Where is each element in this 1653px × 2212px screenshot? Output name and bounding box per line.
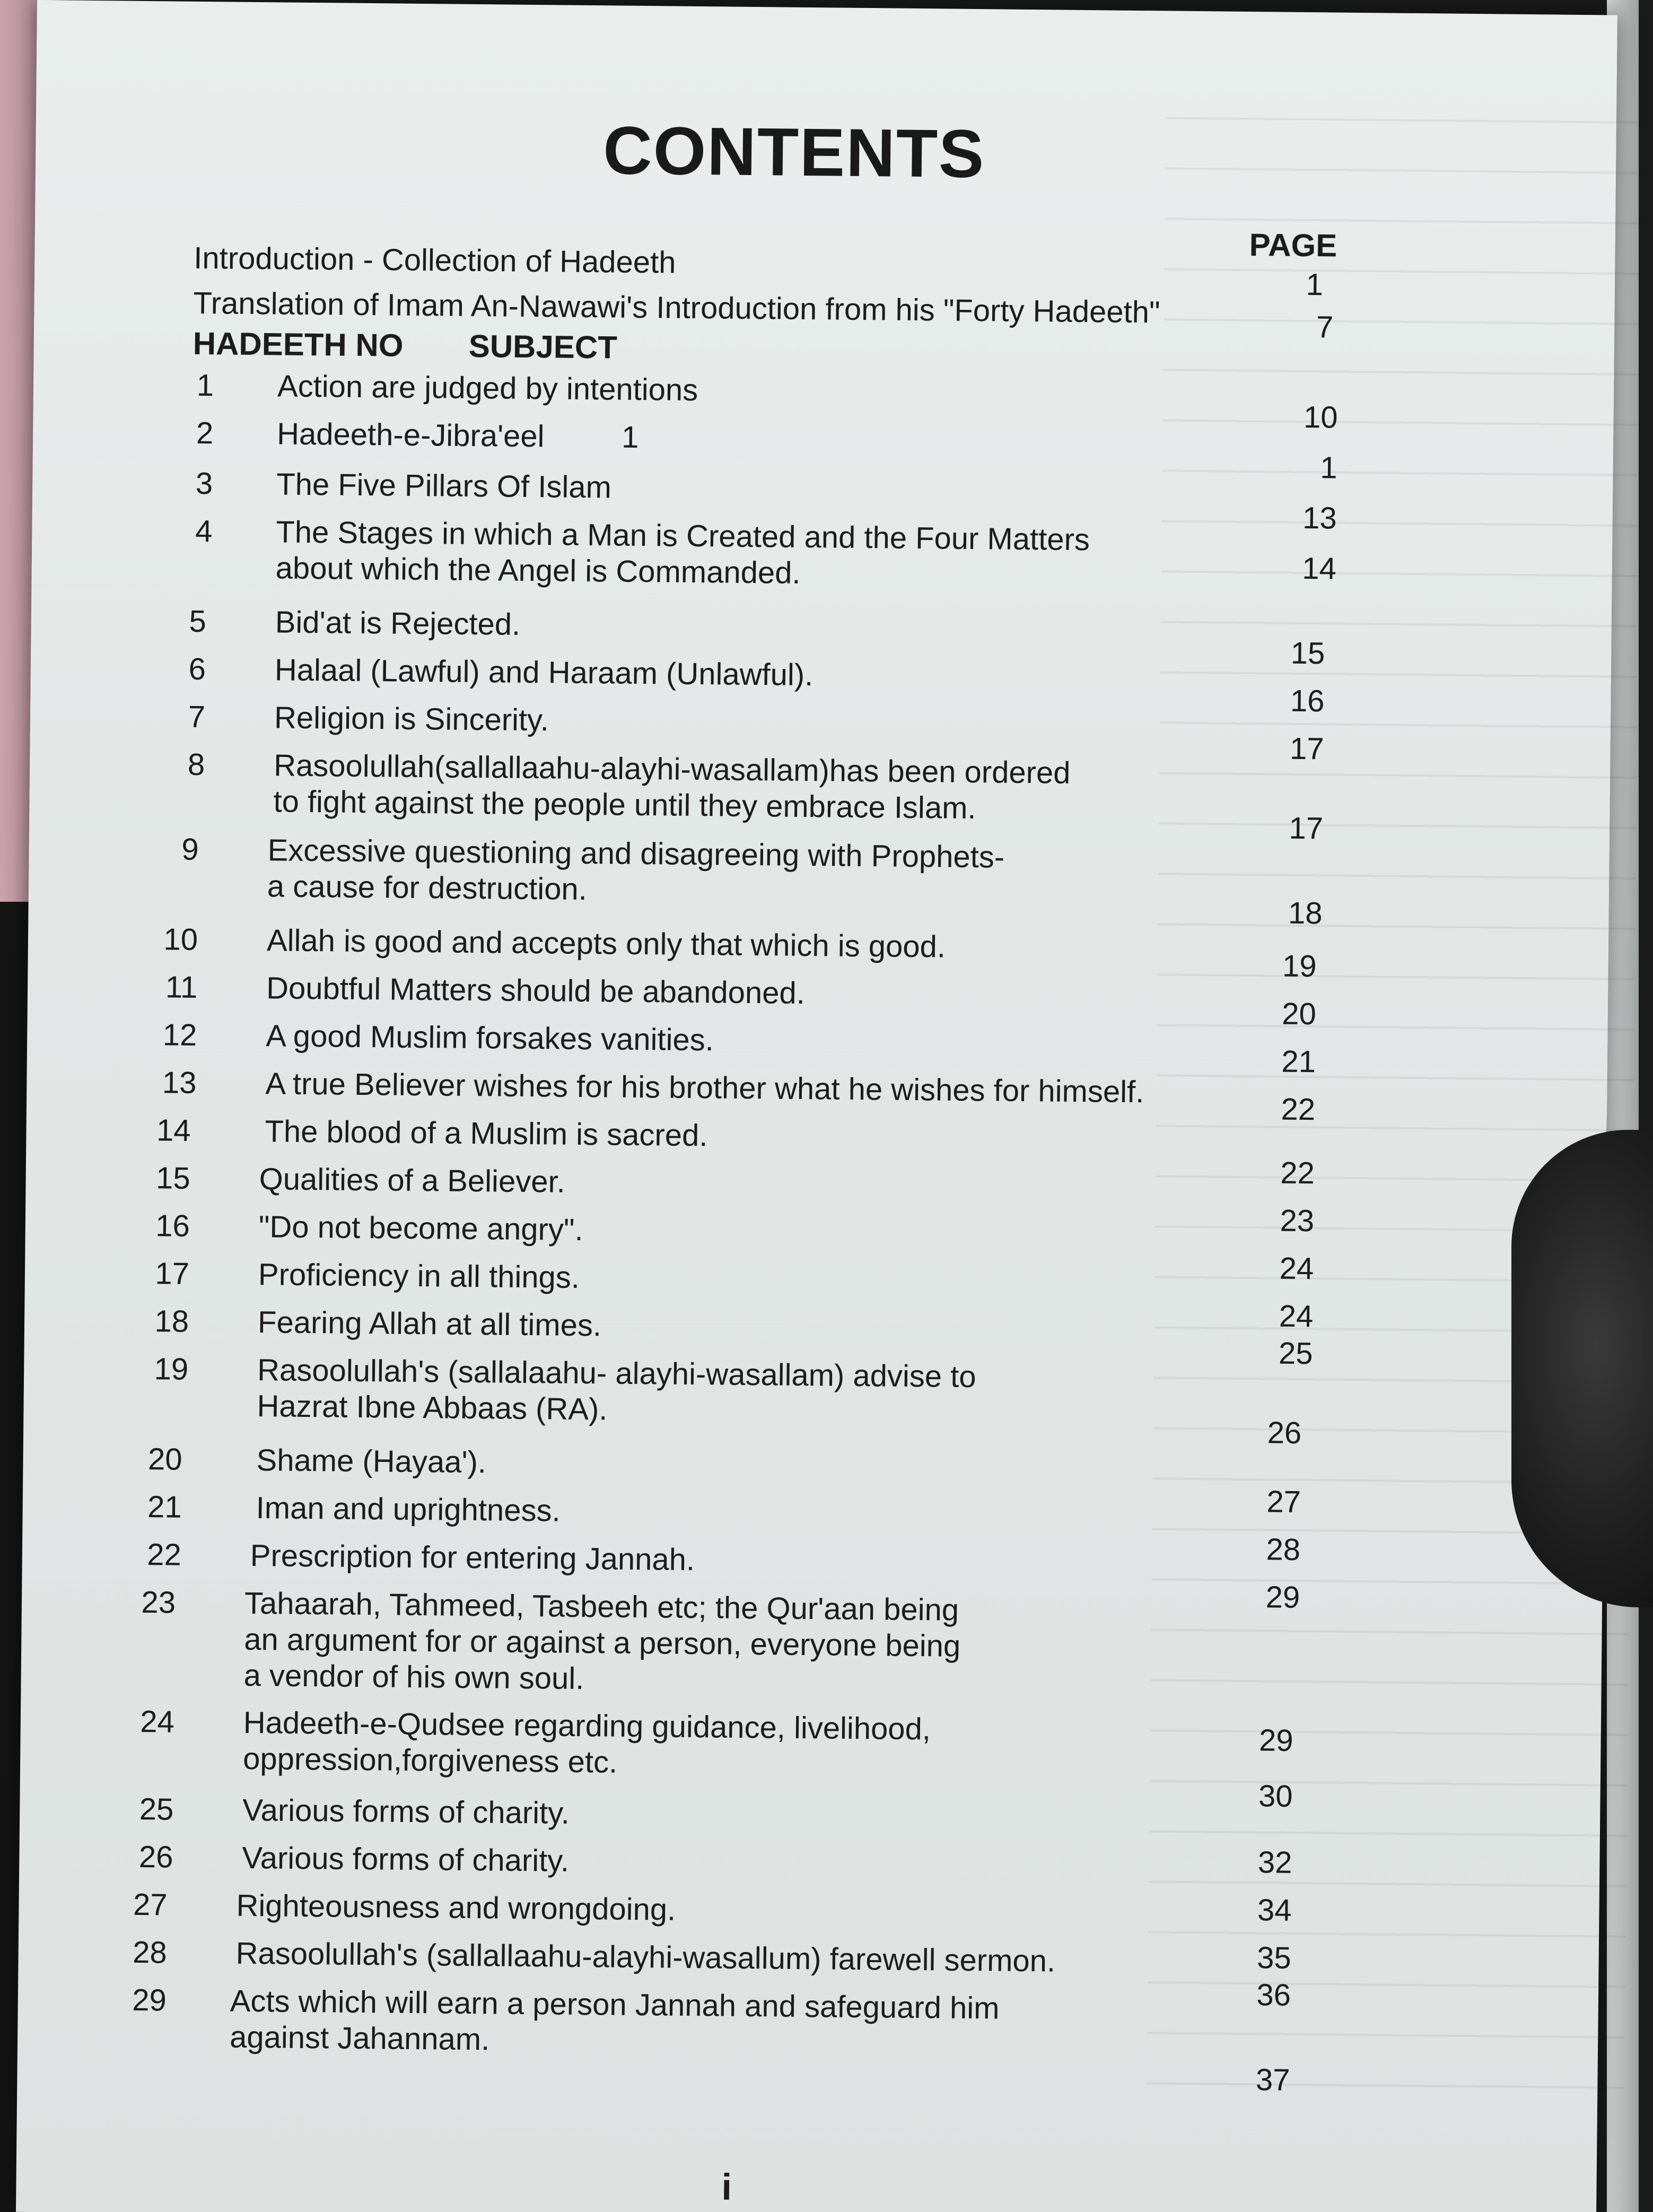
hadeeth-subject bbox=[265, 1113, 1257, 1159]
column-header-number: HADEETH NO bbox=[193, 325, 404, 363]
hadeeth-subject bbox=[256, 1442, 1248, 1488]
hadeeth-number: 7 bbox=[188, 699, 206, 735]
page-number: 27 bbox=[1266, 1484, 1301, 1520]
hadeeth-subject bbox=[267, 832, 1260, 914]
page-column-header: PAGE bbox=[1249, 227, 1337, 264]
hadeeth-subject bbox=[256, 1490, 1248, 1536]
page-number: 23 bbox=[1280, 1203, 1315, 1239]
hadeeth-number: 16 bbox=[155, 1208, 190, 1243]
hadeeth-number: 21 bbox=[147, 1490, 182, 1525]
subject-line: Iman and uprightness. bbox=[256, 1491, 561, 1528]
hadeeth-number: 5 bbox=[189, 604, 207, 639]
hadeeth-subject bbox=[275, 514, 1267, 596]
page-number: 1 bbox=[1320, 450, 1337, 485]
subject-line: Halaal (Lawful) and Haraam (Unlawful). bbox=[274, 652, 814, 693]
page-number: 20 bbox=[1281, 996, 1317, 1032]
book-page bbox=[16, 0, 1617, 2212]
hadeeth-subject bbox=[242, 1840, 1234, 1886]
subject-line: Doubtful Matters should be abandoned. bbox=[266, 971, 806, 1011]
page-number-footer: i bbox=[721, 2166, 732, 2208]
page-number: 19 bbox=[1282, 948, 1317, 984]
hadeeth-number: 20 bbox=[147, 1442, 182, 1477]
hadeeth-subject bbox=[267, 922, 1259, 968]
subject-line: Fearing Allah at all times. bbox=[257, 1305, 602, 1343]
subject-line: The Five Pillars Of Islam bbox=[276, 467, 612, 505]
hadeeth-number: 11 bbox=[165, 970, 198, 1005]
page-number: 36 bbox=[1256, 1978, 1291, 2013]
contents-area bbox=[132, 86, 1367, 2208]
hadeeth-number: 22 bbox=[147, 1537, 182, 1572]
hadeeth-number: 25 bbox=[139, 1792, 174, 1827]
subject-line: The Stages in which a Man is Created and the Four Matters bbox=[276, 515, 1090, 558]
subject-line: Shame (Hayaa'). bbox=[256, 1443, 487, 1480]
hadeeth-subject bbox=[257, 1352, 1249, 1434]
hadeeth-number: 19 bbox=[154, 1352, 189, 1387]
hadeeth-number: 28 bbox=[132, 1935, 167, 1970]
stray-mark: 1 bbox=[621, 420, 639, 455]
subject-line: Excessive questioning and disagreeing with Prophets- bbox=[267, 833, 1005, 875]
hadeeth-subject bbox=[266, 970, 1258, 1016]
intro-page-1: 1 bbox=[1306, 267, 1324, 302]
column-header-subject: SUBJECT bbox=[468, 328, 618, 365]
intro-page-2: 7 bbox=[1316, 310, 1334, 345]
subject-line: Hazrat Ibne Abbaas (RA). bbox=[257, 1389, 608, 1427]
subject-line: an argument for or against a person, everyone being bbox=[244, 1622, 961, 1664]
page-number: 15 bbox=[1290, 635, 1325, 671]
hadeeth-subject bbox=[259, 1161, 1251, 1207]
subject-line: Tahaarah, Tahmeed, Tasbeeh etc; the Qur'aan being bbox=[244, 1586, 959, 1627]
subject-line: oppression,forgiveness etc. bbox=[242, 1741, 618, 1780]
subject-line: Rasoolullah(sallallaahu-alayhi-wasallam)has been ordered bbox=[273, 748, 1071, 790]
page-number: 34 bbox=[1257, 1893, 1292, 1928]
hadeeth-number: 6 bbox=[188, 651, 206, 687]
page-number: 37 bbox=[1255, 2062, 1290, 2097]
subject-line: Righteousness and wrongdoing. bbox=[236, 1888, 676, 1927]
page-number: 17 bbox=[1289, 811, 1324, 846]
subject-line: Religion is Sincerity. bbox=[274, 700, 549, 738]
hadeeth-number: 13 bbox=[162, 1065, 197, 1100]
hadeeth-subject bbox=[275, 652, 1267, 698]
hadeeth-number: 12 bbox=[162, 1017, 197, 1052]
hadeeth-number: 1 bbox=[196, 368, 214, 403]
page-number: 24 bbox=[1279, 1251, 1314, 1286]
hadeeth-subject bbox=[250, 1538, 1243, 1583]
subject-line: "Do not become angry". bbox=[258, 1209, 583, 1247]
hadeeth-subject bbox=[274, 700, 1266, 745]
hadeeth-subject bbox=[275, 604, 1267, 650]
hadeeth-subject bbox=[277, 416, 1269, 461]
hadeeth-subject bbox=[236, 1888, 1228, 1934]
page-number: 26 bbox=[1267, 1415, 1302, 1451]
subject-line: Rasoolullah's (sallallaahu-alayhi-wasallum) farewell sermon. bbox=[235, 1936, 1056, 1979]
page-number: 14 bbox=[1301, 551, 1337, 586]
hadeeth-number: 4 bbox=[195, 513, 213, 549]
subject-line: Proficiency in all things. bbox=[258, 1257, 580, 1295]
subject-line: Prescription for entering Jannah. bbox=[250, 1538, 695, 1578]
subject-line: Hadeeth-e-Jibra'eel bbox=[276, 416, 545, 454]
subject-line: a cause for destruction. bbox=[267, 869, 588, 907]
hadeeth-number: 18 bbox=[154, 1304, 189, 1339]
hadeeth-subject bbox=[243, 1586, 1236, 1703]
subject-line: Qualities of a Believer. bbox=[259, 1162, 566, 1199]
page-number: 29 bbox=[1265, 1580, 1300, 1615]
hadeeth-number: 9 bbox=[181, 832, 199, 867]
subject-line: Bid'at is Rejected. bbox=[275, 605, 521, 642]
hadeeth-number: 24 bbox=[140, 1704, 175, 1739]
subject-line: Various forms of charity. bbox=[242, 1792, 570, 1831]
hadeeth-subject bbox=[258, 1304, 1250, 1350]
hadeeth-subject bbox=[242, 1792, 1235, 1838]
hadeeth-number: 26 bbox=[138, 1840, 173, 1875]
hadeeth-number: 10 bbox=[163, 922, 198, 957]
hadeeth-number: 17 bbox=[155, 1256, 190, 1291]
page-number: 10 bbox=[1303, 399, 1338, 435]
subject-line: a vendor of his own soul. bbox=[243, 1658, 584, 1696]
subject-line: Action are judged by intentions bbox=[277, 369, 698, 407]
page-number: 17 bbox=[1289, 731, 1324, 767]
intro-line-1: Introduction - Collection of Hadeeth bbox=[194, 240, 676, 280]
page-number: 18 bbox=[1288, 895, 1323, 931]
page-number: 30 bbox=[1258, 1779, 1293, 1814]
page-number: 22 bbox=[1280, 1155, 1315, 1191]
hadeeth-number: 27 bbox=[133, 1887, 168, 1922]
hadeeth-subject bbox=[258, 1257, 1250, 1302]
hadeeth-subject bbox=[277, 368, 1270, 414]
hadeeth-subject bbox=[265, 1066, 1257, 1111]
subject-line: A true Believer wishes for his brother what he wishes for himself. bbox=[265, 1066, 1144, 1110]
hadeeth-subject bbox=[235, 1936, 1228, 1981]
hadeeth-number: 8 bbox=[187, 747, 205, 782]
page-number: 32 bbox=[1257, 1845, 1292, 1880]
hadeeth-subject bbox=[258, 1209, 1250, 1255]
hadeeth-subject bbox=[243, 1705, 1235, 1787]
thumb-holding-page bbox=[1511, 1130, 1653, 1607]
page-number: 35 bbox=[1256, 1940, 1291, 1975]
page-number: 13 bbox=[1302, 500, 1337, 536]
hadeeth-subject bbox=[276, 466, 1269, 512]
subject-line: to fight against the people until they embrace Islam. bbox=[273, 784, 976, 826]
hadeeth-number: 23 bbox=[141, 1585, 176, 1620]
subject-line: The blood of a Muslim is sacred. bbox=[265, 1114, 708, 1153]
hadeeth-number: 29 bbox=[132, 1982, 167, 2018]
page-number: 24 bbox=[1279, 1299, 1314, 1334]
hadeeth-number: 2 bbox=[196, 415, 214, 451]
subject-line: Various forms of charity. bbox=[242, 1840, 570, 1878]
page-number: 22 bbox=[1281, 1092, 1316, 1127]
hadeeth-number: 3 bbox=[195, 466, 213, 501]
page-number: 25 bbox=[1278, 1336, 1313, 1371]
page-number: 29 bbox=[1258, 1723, 1293, 1758]
intro-line-2: Translation of Imam An-Nawawi's Introduction from his "Forty Hadeeth" bbox=[193, 285, 1160, 330]
hadeeth-number: 14 bbox=[156, 1113, 191, 1148]
hadeeth-subject bbox=[266, 1018, 1258, 1064]
subject-line: A good Muslim forsakes vanities. bbox=[265, 1018, 714, 1058]
page-title: CONTENTS bbox=[602, 112, 985, 193]
subject-line: about which the Angel is Commanded. bbox=[275, 551, 801, 590]
subject-line: Acts which will earn a person Jannah and safeguard him bbox=[230, 1983, 1000, 2026]
hadeeth-subject bbox=[230, 1983, 1222, 2065]
subject-line: Allah is good and accepts only that which is good. bbox=[266, 923, 946, 964]
subject-line: Hadeeth-e-Qudsee regarding guidance, livelihood, bbox=[243, 1705, 931, 1747]
subject-line: Rasoolullah's (sallalaahu- alayhi-wasallam) advise to bbox=[257, 1353, 976, 1395]
page-number: 16 bbox=[1290, 683, 1325, 719]
page-number: 28 bbox=[1266, 1532, 1301, 1567]
page-number: 21 bbox=[1281, 1044, 1316, 1079]
subject-line: against Jahannam. bbox=[229, 2019, 490, 2057]
hadeeth-subject bbox=[273, 747, 1265, 829]
hadeeth-number: 15 bbox=[155, 1161, 191, 1196]
